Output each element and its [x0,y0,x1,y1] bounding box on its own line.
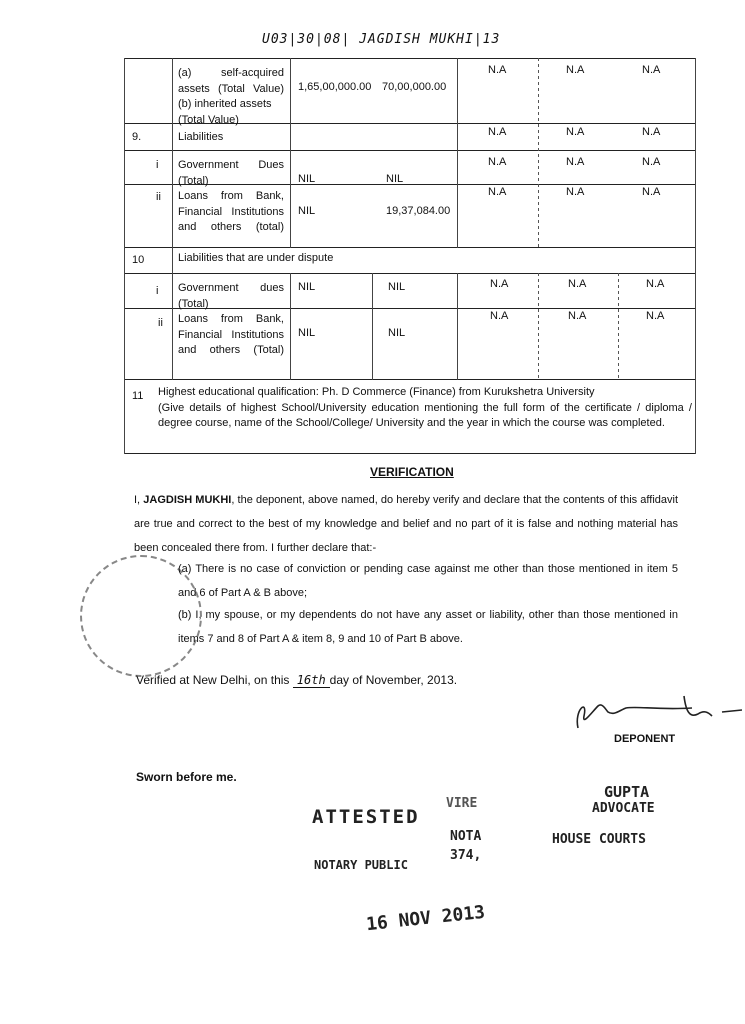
self-value: 1,65,00,000.00 [298,81,372,93]
verification-paragraph [134,488,678,560]
row-desc: Liabilities [178,131,224,143]
date-stamp: 16 NOV 2013 [365,901,486,936]
dependent1-value: N.A [490,278,509,290]
row-sno: 10 [132,254,145,266]
row-desc: Loans from Bank, Financial Institutions and others (Total) [178,313,284,356]
dependent1-value: N.A [488,186,507,198]
dependent2-value: N.A [566,126,585,138]
row-sno: ii [158,317,163,329]
attested-stamp: ATTESTED [312,806,420,828]
para-prefix: I, [134,494,141,506]
table-line [457,58,458,248]
table-line [290,273,291,380]
dependent2-value: N.A [566,156,585,168]
spouse-value: 19,37,084.00 [386,205,451,217]
row-sno: 9. [132,131,142,143]
notary-public-stamp: NOTARY PUBLIC [314,858,408,872]
liabilities-table [124,58,696,454]
education-text [158,385,692,432]
item-a: (a) There is no case of conviction or pending case against me other than those mentioned in item 5 and 6 of Part A & B above; [178,563,678,599]
table-line [618,273,619,380]
advocate-stamp: ADVOCATE [592,801,655,816]
dependent3-value: N.A [642,126,661,138]
row-sno: i [156,285,159,297]
dependent3-value: N.A [642,186,661,198]
self-value: NIL [298,205,316,217]
item-b: (b) I, my spouse, or my dependents do not have any asset or liability, other than those mentioned in items 7 and 8 of Part A & item 8, 9 and 10 of Part B above. [178,609,678,645]
row-desc: Government dues (Total) [178,282,284,310]
self-value: NIL [298,281,316,293]
handwritten-header: U03|30|08| JAGDISH MUKHI|13 [262,32,501,47]
verified-prefix: Verified at New Delhi, on this [136,673,290,687]
education-note: (Give details of highest School/University education mentioning the full form of the certificate / diploma / degree course, name of the School/College/ University and the year in which the course was completed. [158,401,692,429]
dependent3-value: N.A [646,310,665,322]
notary-stamp: NOTA [450,829,482,844]
dependent3-value: N.A [642,156,661,168]
table-line [695,58,696,454]
notary-name-stamp: VIRE [446,796,478,811]
self-value: NIL [298,173,316,185]
row-sno: ii [156,191,161,203]
table-line [124,453,696,454]
table-line [538,273,539,380]
spouse-value: NIL [386,173,404,185]
dependent3-value: N.A [646,278,665,290]
gupta-stamp: GUPTA [604,783,650,801]
dependent2-value: N.A [568,310,587,322]
spouse-value: NIL [388,281,406,293]
table-row [178,97,284,128]
row-sno: 11 [132,390,144,402]
table-line [124,379,696,380]
table-line [172,58,173,380]
row-desc: Government Dues (Total) [178,159,284,187]
table-line [290,58,291,248]
table-line [124,150,696,151]
para-rest: , the deponent, above named, do hereby verify and declare that the contents of this affidavit are true and correct to the best of my knowledge and belief and no part of it is false and nothing material has been concealed there from. I further declare that:- [134,494,678,554]
table-line [124,273,696,274]
self-value: NIL [298,327,316,339]
education-line: Highest educational qualification: Ph. D Commerce (Finance) from Kurukshetra University [158,386,595,398]
dependent1-value: N.A [488,156,507,168]
dependent1-value: N.A [490,310,509,322]
dependent2-value: N.A [568,278,587,290]
row-sno: i [156,159,159,171]
table-line [457,273,458,380]
verification-title: VERIFICATION [370,465,454,479]
table-line [124,58,696,59]
dependent1-value: N.A [488,126,507,138]
table-line [124,58,125,454]
address-stamp: 374, [450,848,482,863]
dependent2-value: N.A [566,64,585,76]
row-desc: (b) inherited assets (Total Value) [178,98,272,126]
courts-stamp: HOUSE COURTS [552,832,646,847]
dependent3-value: N.A [642,64,661,76]
dependent2-value: N.A [566,186,585,198]
table-line [124,247,696,248]
dependent1-value: N.A [488,64,507,76]
verified-line [136,673,457,688]
row-desc: (a) self-acquired assets (Total Value) [178,67,284,95]
deponent-signature [562,688,742,738]
table-line [372,273,373,380]
table-row [178,66,284,97]
sworn-before-me: Sworn before me. [136,770,237,784]
table-line [538,58,539,248]
deponent-label: DEPONENT [614,733,676,745]
row-desc: Loans from Bank, Financial Institutions and others (total) [178,190,284,233]
verified-day: 16th [293,673,330,688]
row-desc: Liabilities that are under dispute [178,252,334,264]
spouse-value: NIL [388,327,406,339]
spouse-value: 70,00,000.00 [382,81,447,93]
verified-suffix: day of November, 2013. [329,673,458,687]
deponent-name: JAGDISH MUKHI [143,494,232,506]
